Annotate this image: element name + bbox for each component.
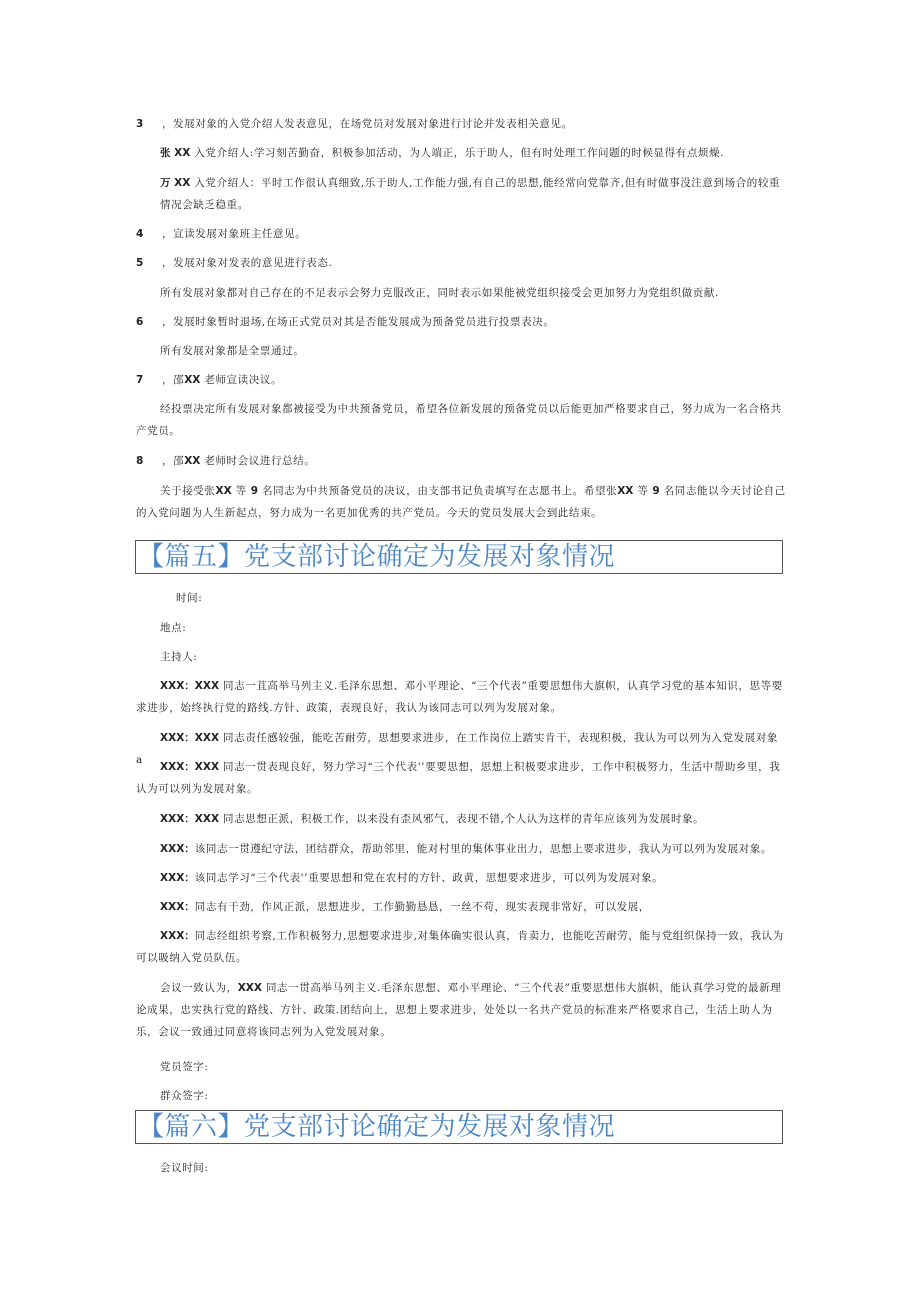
section-heading-5: 【篇五】党支部讨论确定为发展对象情况 xyxy=(135,540,783,574)
meeting-time-label-6: 会议时间: xyxy=(160,1162,209,1174)
member-signature-label: 党员签字: xyxy=(160,1061,209,1073)
step-6-body: 所有发展对象都是全票通过。 xyxy=(160,345,305,357)
public-signature-label: 群众签字: xyxy=(160,1090,209,1102)
meeting-conclusion: 会议一致认为，XXX 同志一贯高举马列主义.毛泽东思想、邓小平理论、“三个代表”重要思想伟大旗帜，能认真学习党的最新理论成果，忠实执行党的路线、方针、政策.团结向上，思想上要求进步，处处以一名共产党员的标准来严格要求自己，生活上助人为乐，会议一致通过同意将该同志列为入党发展对象。 xyxy=(136,982,782,1038)
introducer-zhang: 张 XX 入党介绍人:学习刻苦勤奋，积极参加活动，为人端正，乐于助人，但有时处理工作问题的时候显得有点烦燥. xyxy=(160,147,725,159)
opinion-item: XXX：XXX 同志一贯表现良好，努力学习“三个代表'’要要思想，思想上积极要求进步，工作中积极努力，生活中帮助乡里，我认为可以列为发展对象。 xyxy=(136,761,781,795)
section-heading-6: 【篇六】党支部讨论确定为发展对象情况 xyxy=(135,1110,783,1144)
opinion-item: XXX：同志经组织考察,工作积极努力,思想要求进步,对集体确实很认真，肯卖力，也能吃苦耐劳，能与党组织保持一致，我认为可以吸纳入党员队伍。 xyxy=(136,930,784,964)
step-5: 5 ，发展对象对发表的意见进行表态. xyxy=(136,257,333,269)
opinion-item: XXX：XXX 同志责任感较强，能吃苦耐劳，思想要求进步，在工作岗位上踏实肯干，表现积极，我认为可以列为入党发展对象 a xyxy=(136,732,779,766)
meeting-host-label: 主持人: xyxy=(160,651,198,663)
opinion-item: XXX：XXX 同志一苴高举马列主义.毛泽东思想、邓小平理论、“三个代表”重要思想伟大旗帜，认真学习党的基本知识，思等要求进步，始终执行党的路线.方针、政策，表现良好，我认为该同志可以列为发展对象。 xyxy=(136,680,783,714)
step-8-body: 关于接受张XX 等 9 名同志为中共预备党员的决议，由支部书记负责填写在志愿书上。希望张XX 等 9 名同志能以今天讨论自己的入党问题为人生新起点，努力成为一名更加优秀的共产党员。今天的党员发展大会到此结束。 xyxy=(136,485,786,519)
step-7: 7 ，邵XX 老师宣读决议。 xyxy=(136,374,283,386)
opinion-item: XXX：该同志学习“三个代表'’重要思想和党在农村的方针、政黄，思想要求进步，可以列为发展对象。 xyxy=(160,872,664,884)
step-6: 6 ，发展时象暂时退场,在场正式党员对其是否能发展成为预备党员进行投票表决。 xyxy=(136,316,555,328)
step-8: 8 ，邵XX 老师时会议进行总结。 xyxy=(136,455,316,467)
step-5-body: 所有发展对象都对自己存在的不足表示会努力克服改正，同时表示如果能被党组织接受会更加努力为党组织做贡献. xyxy=(160,287,719,299)
meeting-place-label: 地点: xyxy=(160,622,187,634)
opinion-item: XXX：该同志一贯遵纪守法，团结群众，帮助邻里，能对村里的集体事业出力，思想上要求进步，我认为可以列为发展对象。 xyxy=(160,843,772,855)
opinion-item: XXX：XXX 同志思想正派，积极工作，以来没有歪风邪气，表现不错,个人认为这样的青年应该列为发展时象。 xyxy=(160,813,705,825)
opinion-item: XXX：同志有干劲，作风正派，思想进步，工作勤勤恳恳，一丝不苟，现实表现非常好，可以发展， xyxy=(160,901,650,913)
step-4: 4 ，宣读发展对象班主任意见。 xyxy=(136,228,307,240)
introducer-wan: 万 XX 入党介绍人：平时工作很认真细致,乐于助人,工作能力强,有自己的思想,能经常向党靠齐,但有时做事没注意到场合的较重情况会缺乏稳重。 xyxy=(160,177,781,211)
step-7-body: 经投票决定所有发展对象都被接受为中共预备党员，希望各位新发展的预备党员以后能更加严格要求自己，努力成为一名合格共产党员。 xyxy=(136,403,782,437)
step-3: 3 ，发展对象的入党介绍人发表意见，在场党员对发展对象进行讨论并发表相关意见。 xyxy=(136,118,573,130)
meeting-time-label: 时间: xyxy=(176,592,203,604)
